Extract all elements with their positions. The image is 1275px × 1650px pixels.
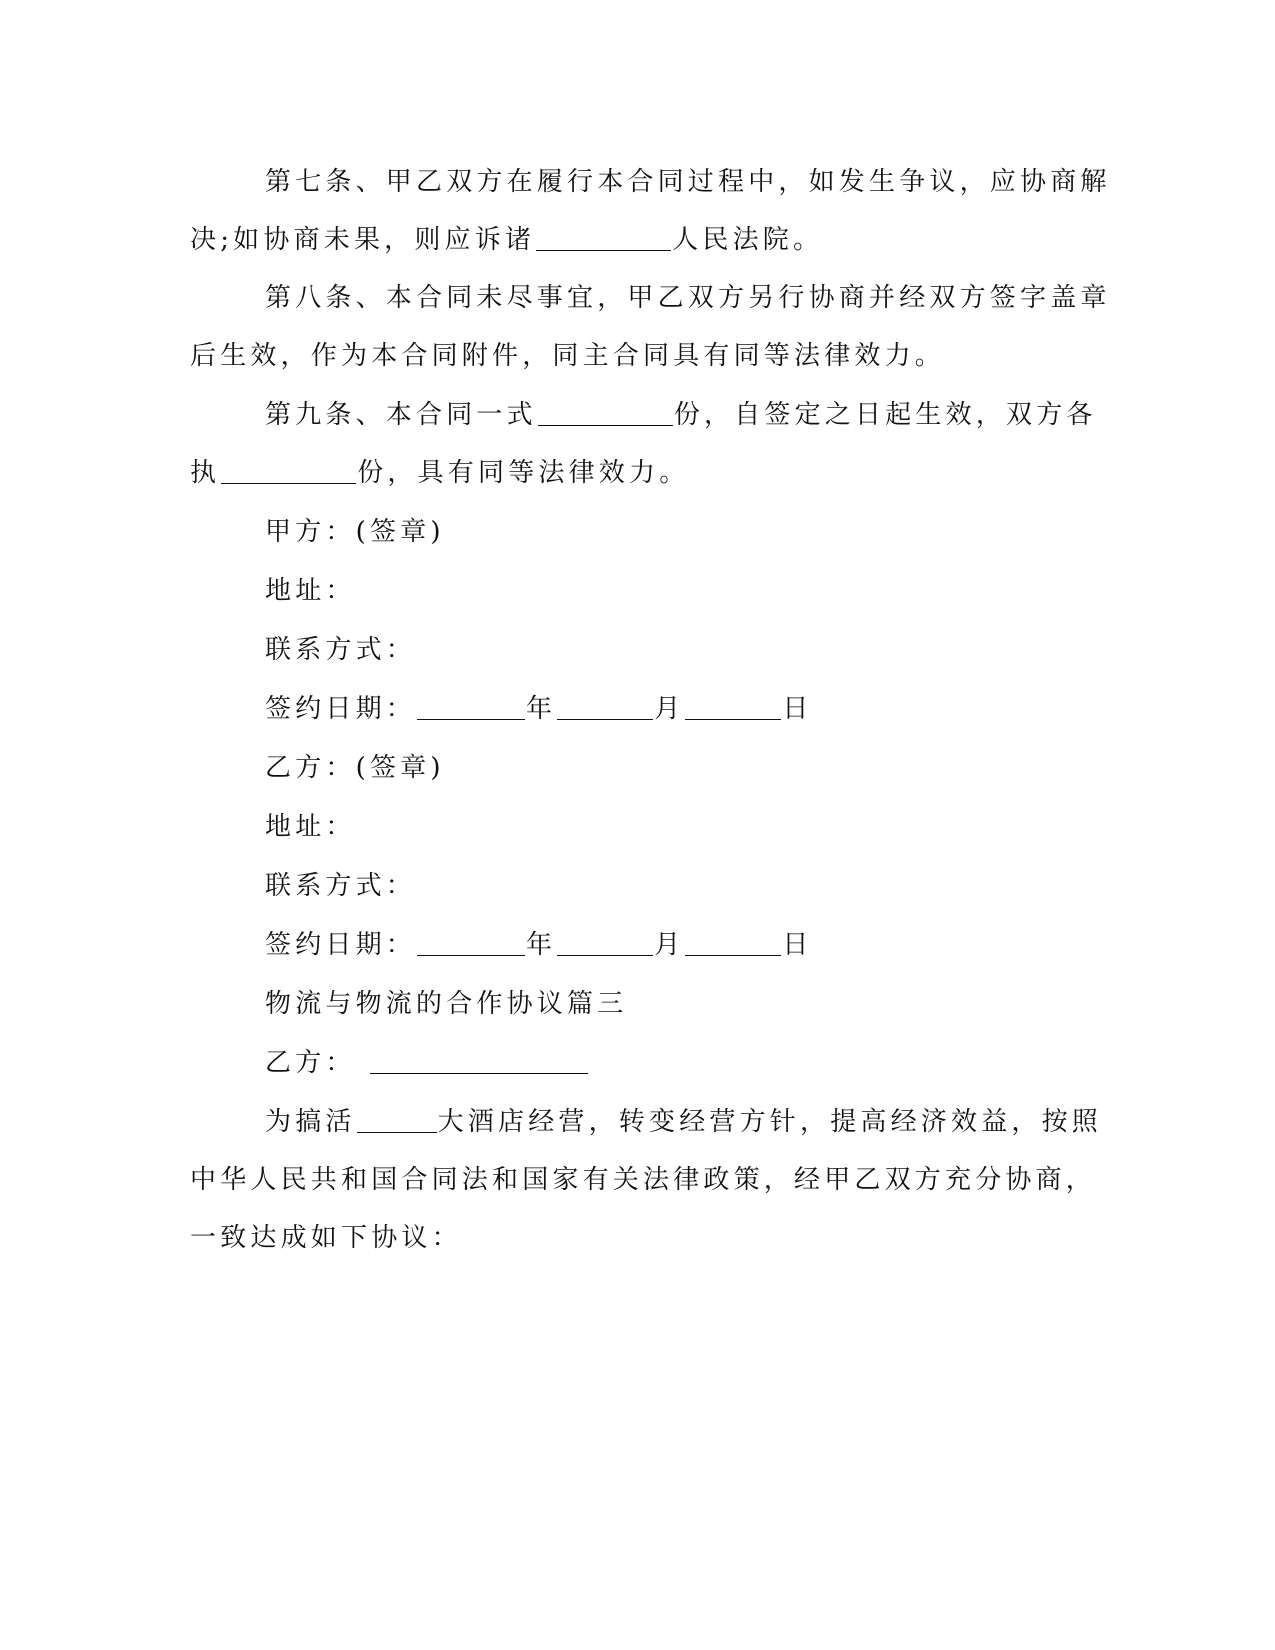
party-a-address: 地址： [265, 576, 356, 606]
party-a-sign: 甲方：(签章) [265, 517, 445, 547]
intro-text-2: 中华人民共和国合同法和国家有关法律政策，经甲乙双方充分协商， [190, 1165, 1097, 1195]
court-blank [536, 224, 671, 251]
section-3-intro-line-3 [190, 1218, 1090, 1258]
party-b-sign-line [265, 748, 1165, 788]
section-3-heading: 物流与物流的合作协议篇三 [265, 989, 628, 1019]
article-9-line-2 [190, 453, 1090, 493]
party-b-date-line [265, 925, 1165, 965]
article-7-text-1: 第七条、甲乙双方在履行本合同过程中，如发生争议，应协商解 [265, 167, 1111, 197]
party-a-contact: 联系方式： [265, 635, 417, 665]
copies-blank [538, 399, 673, 426]
party-a-month: 月 [654, 694, 685, 724]
article-7-text-2b: 人民法院。 [672, 225, 824, 255]
party-a-sign-line [265, 512, 1165, 552]
party-b-day: 日 [782, 930, 813, 960]
article-9-line-1 [265, 395, 1165, 435]
party-b-month-blank [557, 929, 653, 956]
article-9-text-1a: 第九条、本合同一式 [265, 400, 537, 430]
party-b-address-line [265, 807, 1165, 847]
party-a-month-blank [557, 693, 653, 720]
party-a-date-line [265, 689, 1165, 729]
party-a-address-line [265, 571, 1165, 611]
article-8-line-1 [265, 278, 1165, 318]
article-9-text-2a: 执 [190, 458, 221, 488]
party-b-address: 地址： [265, 812, 356, 842]
party-a-day-blank [685, 693, 781, 720]
article-9-text-1b: 份，自签定之日起生效，双方各 [673, 400, 1097, 430]
article-7-text-2a: 决;如协商未果，则应诉诸 [190, 225, 536, 255]
each-copies-blank [221, 457, 356, 484]
article-7-line-2 [190, 220, 1090, 260]
party-b-year: 年 [526, 930, 557, 960]
section-3-party-b-label: 乙方： [265, 1048, 356, 1078]
party-a-year-blank [417, 693, 525, 720]
intro-text-1a: 为搞活 [265, 1107, 356, 1137]
section-3-heading-line [265, 984, 1165, 1024]
article-8-text-1: 第八条、本合同未尽事宜，甲乙双方另行协商并经双方签字盖章 [265, 283, 1111, 313]
intro-text-3: 一致达成如下协议： [190, 1223, 462, 1253]
section-3-intro-line-1 [265, 1102, 1165, 1142]
party-b-name-blank [370, 1047, 588, 1074]
party-a-day: 日 [782, 694, 813, 724]
party-a-date-label: 签约日期： [265, 694, 417, 724]
party-b-contact: 联系方式： [265, 871, 417, 901]
party-a-contact-line [265, 630, 1165, 670]
party-b-contact-line [265, 866, 1165, 906]
section-3-party-b-line [265, 1043, 1165, 1083]
section-3-intro-line-2 [190, 1160, 1097, 1200]
article-9-text-2b: 份，具有同等法律效力。 [357, 458, 690, 488]
party-a-year: 年 [526, 694, 557, 724]
hotel-name-blank [357, 1106, 437, 1133]
party-b-month: 月 [654, 930, 685, 960]
party-b-date-label: 签约日期： [265, 930, 417, 960]
article-8-line-2 [190, 336, 1090, 376]
party-b-day-blank [685, 929, 781, 956]
party-b-sign: 乙方：(签章) [265, 753, 445, 783]
intro-text-1b: 大酒店经营，转变经营方针，提高经济效益，按照 [437, 1107, 1103, 1137]
party-b-year-blank [417, 929, 525, 956]
article-8-text-2: 后生效，作为本合同附件，同主合同具有同等法律效力。 [190, 341, 946, 371]
article-7-line-1 [265, 162, 1165, 202]
